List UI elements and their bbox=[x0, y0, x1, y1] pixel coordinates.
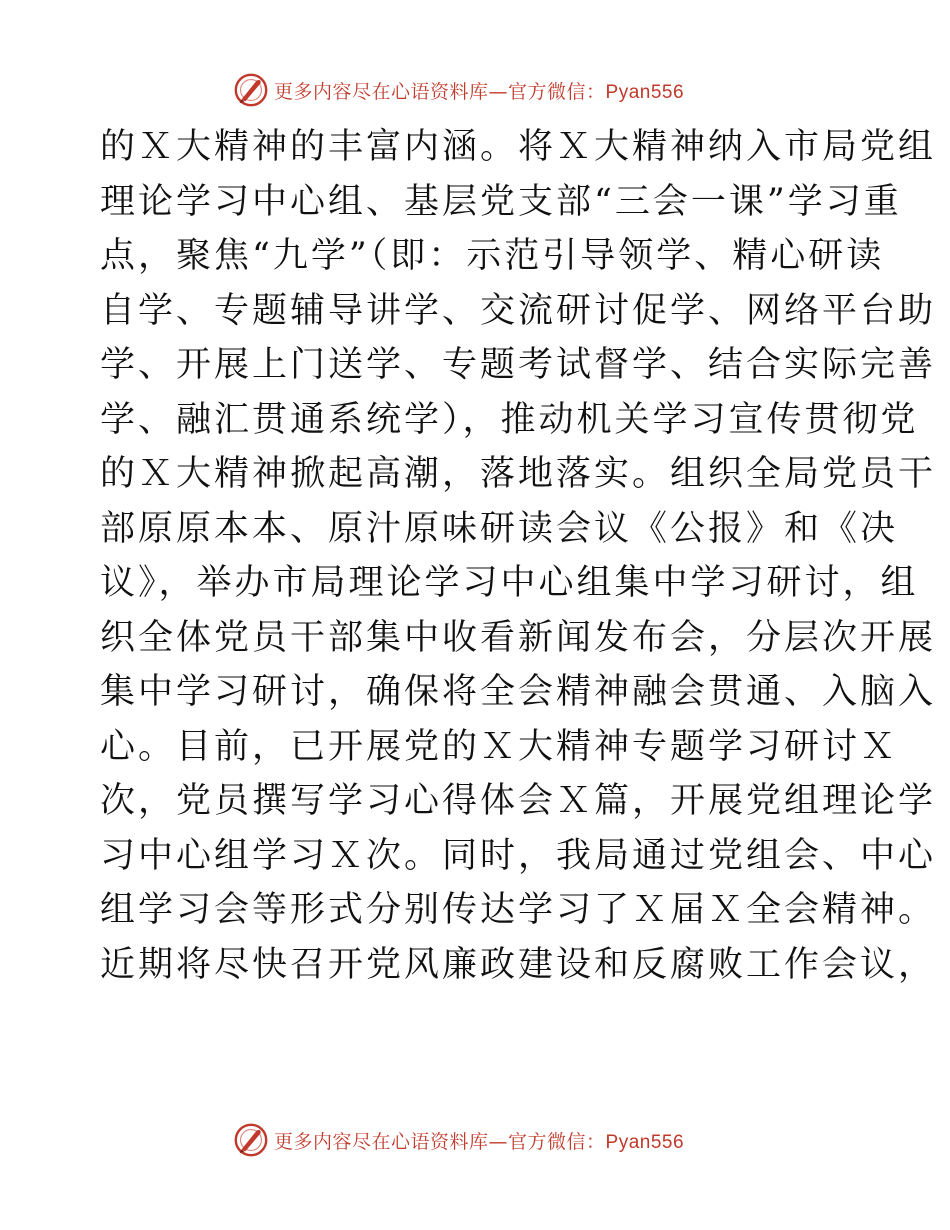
body-line: 学、开展上门送学、专题考试督学、结合实际完善 bbox=[100, 345, 937, 385]
header-library-name: 更多内容尽在心语资料库 bbox=[274, 80, 489, 103]
body-line: 理论学习中心组、基层党支部“三会一课”学习重 bbox=[100, 181, 902, 222]
body-line: 组学习会等形式分别传达学习了Ｘ届Ｘ全会精神。 bbox=[100, 890, 937, 930]
footer-wechat-id: Pyan556 bbox=[605, 1131, 685, 1153]
header-wechat-id: Pyan556 bbox=[605, 81, 685, 103]
body-line: 近期将尽快召开党风廉政建设和反腐败工作会议， bbox=[100, 944, 937, 985]
body-line: 的Ｘ大精神掀起高潮，落地落实。组织全局党员干 bbox=[100, 454, 937, 494]
body-paragraph bbox=[100, 120, 937, 992]
body-line: 次，党员撰写学习心得体会Ｘ篇，开展党组理论学 bbox=[100, 781, 937, 821]
header-separator: — bbox=[488, 80, 509, 103]
footer-wechat-label: 官方微信： bbox=[508, 1130, 606, 1153]
footer-watermark bbox=[232, 1120, 684, 1160]
header-wechat-label: 官方微信： bbox=[508, 80, 606, 103]
body-line: 点，聚焦“九学”（即：示范引导领学、精心研读 bbox=[100, 236, 885, 276]
header-watermark-text bbox=[274, 77, 684, 104]
body-line: 学、融汇贯通系统学），推动机关学习宣传贯彻党 bbox=[100, 399, 919, 440]
footer-library-name: 更多内容尽在心语资料库 bbox=[274, 1130, 489, 1153]
body-line: 的Ｘ大精神的丰富内涵。将Ｘ大精神纳入市局党组 bbox=[100, 127, 937, 167]
footer-separator: — bbox=[488, 1130, 509, 1153]
red-quill-pen-circle-icon bbox=[232, 1121, 270, 1159]
body-line: 心。目前，已开展党的Ｘ大精神专题学习研讨Ｘ bbox=[100, 726, 899, 767]
red-quill-pen-circle-icon bbox=[232, 71, 270, 109]
body-line: 集中学习研讨，确保将全会精神融会贯通、入脑入 bbox=[100, 672, 937, 712]
body-line: 部原原本本、原汁原味研读会议《公报》和《决 bbox=[100, 508, 899, 549]
body-line: 议》，举办市局理论学习中心组集中学习研讨，组 bbox=[100, 563, 919, 603]
body-line: 自学、专题辅导讲学、交流研讨促学、网络平台助 bbox=[100, 290, 937, 331]
body-line: 习中心组学习Ｘ次。同时，我局通过党组会、中心 bbox=[100, 835, 937, 876]
body-line: 织全体党员干部集中收看新闻发布会，分层次开展 bbox=[100, 617, 937, 658]
header-watermark bbox=[232, 70, 684, 110]
footer-watermark-text bbox=[274, 1127, 684, 1154]
